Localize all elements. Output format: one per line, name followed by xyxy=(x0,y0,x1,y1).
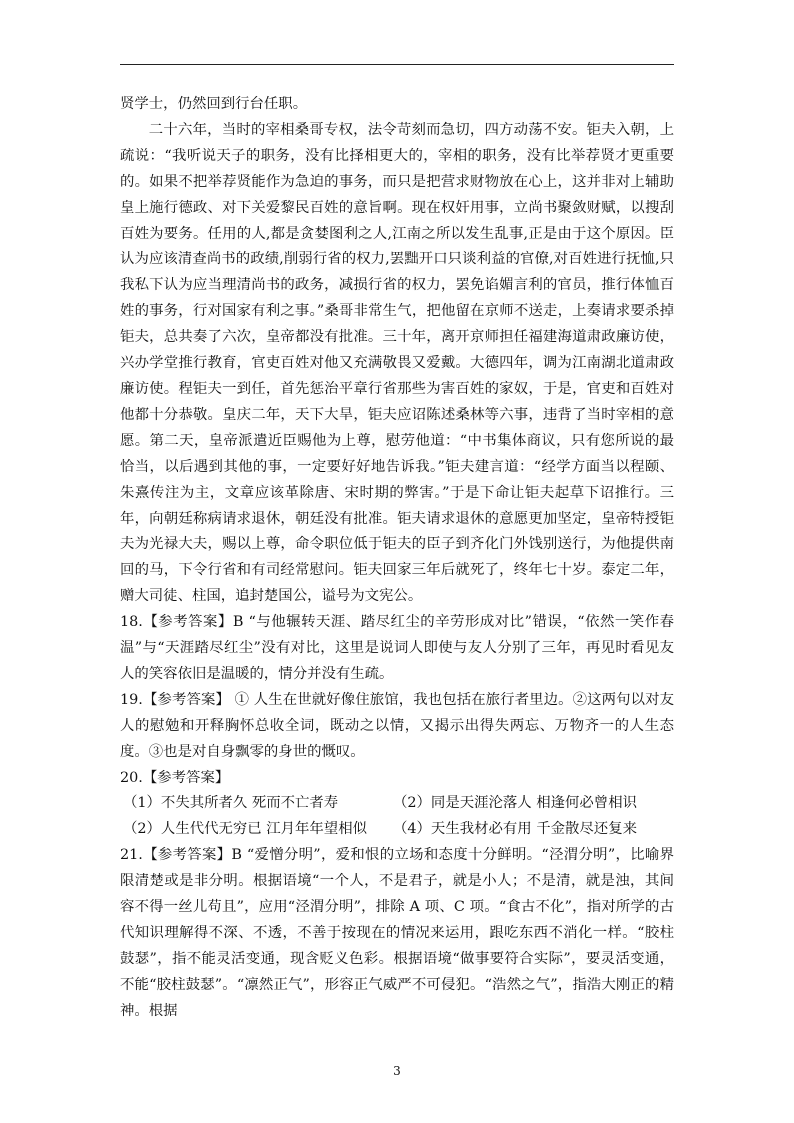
paragraph-biography: 二十六年，当时的宰相桑哥专权，法令苛刻而急切，四方动荡不安。钜夫入朝，上疏说：“我听说天子的职务，没有比择相更大的，宰相的职务，没有比举荐贤才更重要的。如果不把举荐贤能作为急迫的事务，而只是把营求财物放在心上，这并非对上辅助皇上施行德政、对下关爱黎民百姓的意旨啊。现在权奸用事，立尚书聚敛财赋，以搜刮百姓为要务。任用的人,都是贪婪图利之人,江南之所以发生乱事,正是由于这个原因。臣认为应该清查尚书的政绩,削弱行省的权力,罢黜开口只谈利益的官僚,对百姓进行抚恤,只我私下认为应当理清尚书的政务，减损行省的权力，罢免谄媚言利的官员，推行体恤百姓的事务，行对国家有利之事。”桑哥非常生气，把他留在京师不送走，上奏请求要杀掉钜夫，总共奏了六次，皇帝都没有批准。三十年，离开京师担任福建海道肃政廉访使，兴办学堂推行教育，官吏百姓对他又充满敬畏又爱戴。大德四年，调为江南湖北道肃政廉访使。程钜夫一到任，首先惩治平章行省那些为害百姓的家奴，于是，官吏和百姓对他都十分恭敬。皇庆二年，天下大旱，钜夫应诏陈述桑林等六事，违背了当时宰相的意愿。第二天，皇帝派遣近臣赐他为上尊，慰劳他道：“中书集体商议，只有您所说的最恰当，以后遇到其他的事，一定要好好地告诉我。”钜夫建言道：“经学方面当以程颐、朱熹传注为主，文章应该革除唐、宋时期的弊害。”于是下命让钜夫起草下诏推行。三年，向朝廷称病请求退休，朝廷没有批准。钜夫请求退休的意愿更加坚定，皇帝特授钜夫为光禄大夫，赐以上尊，命令职位低于钜夫的臣子到齐化门外饯别送行，为他提供南回的马，下令行省和有司经常慰问。钜夫回家三年后就死了，终年七十岁。泰定二年，赠大司徒、柱国，追封楚国公，谥号为文宪公。 xyxy=(120,121,674,605)
answer-18: 18.【参考答案】B “与他辗转天涯、踏尽红尘的辛劳形成对比”错误，“依然一笑作春温”与“天涯踏尽红尘”没有对比，这里是说词人即使与友人分别了三年，再见时看见友人的笑容依旧是温暖的，情分并没有生疏。 xyxy=(120,614,674,682)
answer-21: 21.【参考答案】B “爱憎分明”，爱和恨的立场和态度十分鲜明。“泾渭分明”，比喻界限清楚或是非分明。根据语境“一个人，不是君子，就是小人；不是清，就是浊，其间容不得一丝儿苟且”，应用“泾渭分明”，排除 A 项、C 项。“食古不化”，指对所学的古代知识理解得不深、不透，不善于按现在的情况来运用，跟吃东西不消化一样。“胶柱鼓瑟”，指不能灵活变通，现含贬义色彩。根据语境“做事要符合实际”，要灵活变通，不能“胶柱鼓瑟”。“凛然正气”，形容正气威严不可侵犯。“浩然之气”，指浩大刚正的精神。根据 xyxy=(120,847,674,1019)
answer-20-heading: 20.【参考答案】 xyxy=(120,769,230,786)
paragraph-continuation: 贤学士，仍然回到行台任职。 xyxy=(120,96,308,112)
answer-20-item-2: （2）同是天涯沦落人 相逢何必曾相识 xyxy=(393,795,637,812)
answer-20-item-1: （1）不失其所者久 死而不亡者寿 xyxy=(123,795,339,812)
answer-20-row-2 xyxy=(120,817,674,843)
answer-20-item-3: （2）人生代代无穷已 江月年年望相似 xyxy=(123,821,367,838)
header-rule xyxy=(120,64,674,65)
document-body xyxy=(120,92,674,1025)
answer-20-row-1 xyxy=(120,791,674,817)
page-number: 3 xyxy=(393,1064,401,1078)
answer-20-item-4: （4）天生我材必有用 千金散尽还复来 xyxy=(393,821,637,838)
answer-19: 19.【参考答案】 ① 人生在世就好像住旅馆，我也包括在旅行者里边。②这两句以对友人的慰勉和开释胸怀总收全词，既动之以情，又揭示出得失两忘、万物齐一的人生态度。③也是对自身飘零的身世的慨叹。 xyxy=(120,691,674,760)
